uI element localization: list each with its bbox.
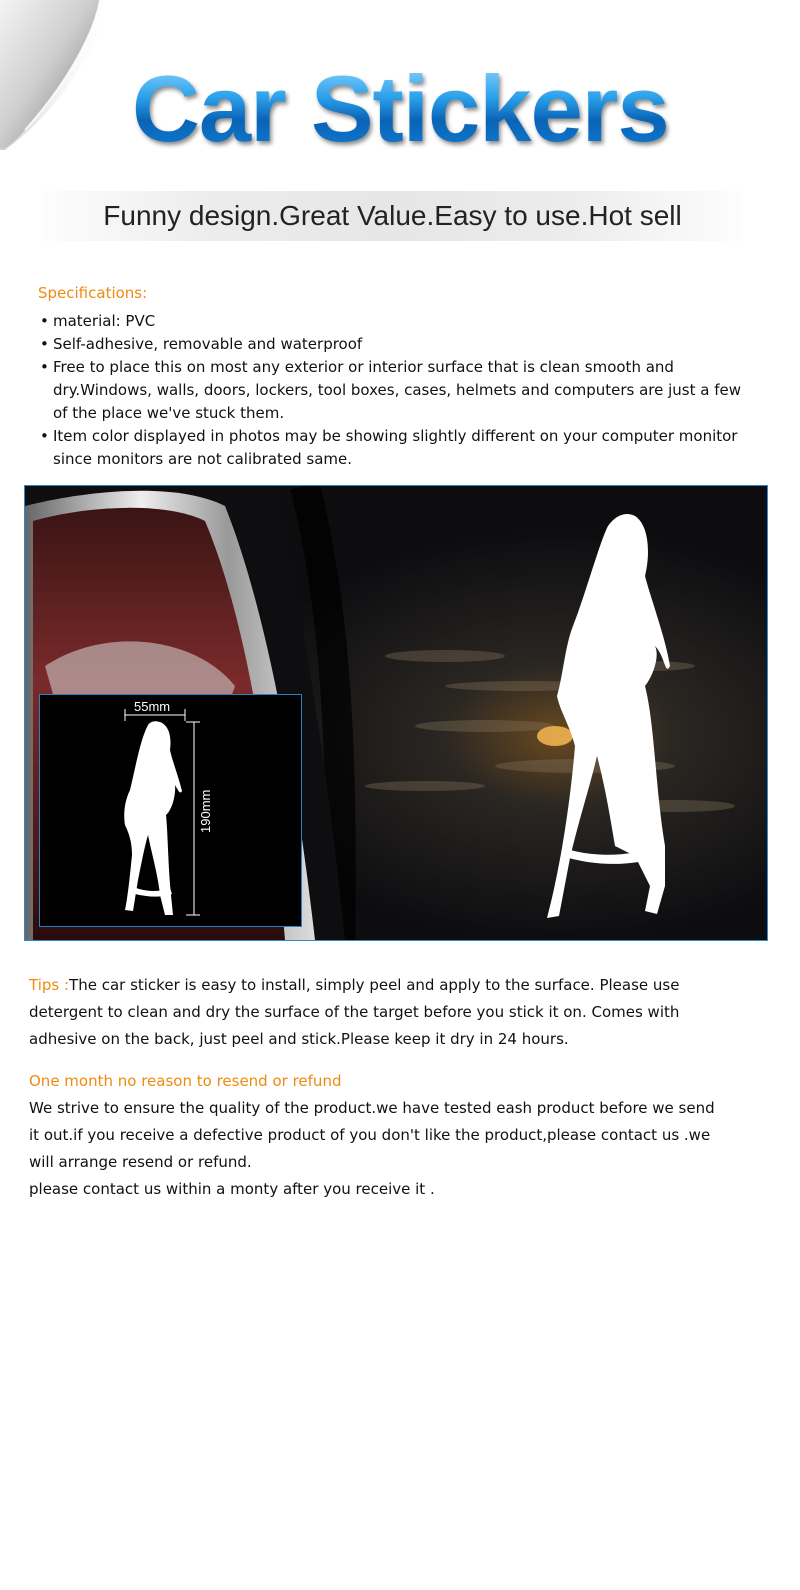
height-dimension-label: 190mm — [198, 789, 213, 833]
specifications-heading: Specifications: — [38, 284, 148, 302]
refund-text: We strive to ensure the quality of the product.we have tested eash product before we send it out.if you receive a defective product of you don't like the product,please contact us .we will arrange resend or refund. — [29, 1099, 715, 1171]
size-diagram-graphic — [40, 695, 301, 926]
peel-corner-graphic — [0, 0, 140, 170]
bullet-icon: • — [40, 335, 49, 353]
bullet-icon: • — [40, 312, 49, 330]
refund-paragraph — [29, 1095, 729, 1203]
spec-item — [40, 333, 760, 356]
tagline: Funny design.Great Value.Easy to use.Hot sell — [103, 200, 682, 231]
spec-text: Free to place this on most any exterior or interior surface that is clean smooth and dry.Windows, walls, doors, lockers, tool boxes, cases, helmets and computers are just a few of the place we've stuck them. — [53, 358, 741, 422]
width-dimension-label: 55mm — [134, 699, 171, 714]
tips-text: The car sticker is easy to install, simply peel and apply to the surface. Please use detergent to clean and dry the surface of the target before you stick it on. Comes with adhesive on the back, just peel and stick.Please keep it dry in 24 hours. — [29, 976, 680, 1048]
spec-text: material: PVC — [53, 312, 156, 330]
product-photo — [24, 485, 768, 941]
tips-paragraph — [29, 972, 729, 1053]
size-diagram — [39, 694, 302, 927]
spec-item — [40, 310, 760, 333]
refund-heading: One month no reason to resend or refund — [29, 1072, 342, 1090]
bullet-icon: • — [40, 427, 49, 445]
spec-item — [40, 356, 760, 425]
specifications-list — [40, 310, 760, 471]
bullet-icon: • — [40, 358, 49, 376]
spec-text: Item color displayed in photos may be showing slightly different on your computer monitor since monitors are not calibrated same. — [53, 427, 738, 468]
brand-title: Car Stickers — [132, 56, 669, 161]
refund-contact-text: please contact us within a monty after you receive it . — [29, 1180, 435, 1198]
tips-label: Tips : — [29, 976, 70, 994]
spec-text: Self-adhesive, removable and waterproof — [53, 335, 363, 353]
spec-item — [40, 425, 760, 471]
tagline-bar — [42, 191, 743, 241]
